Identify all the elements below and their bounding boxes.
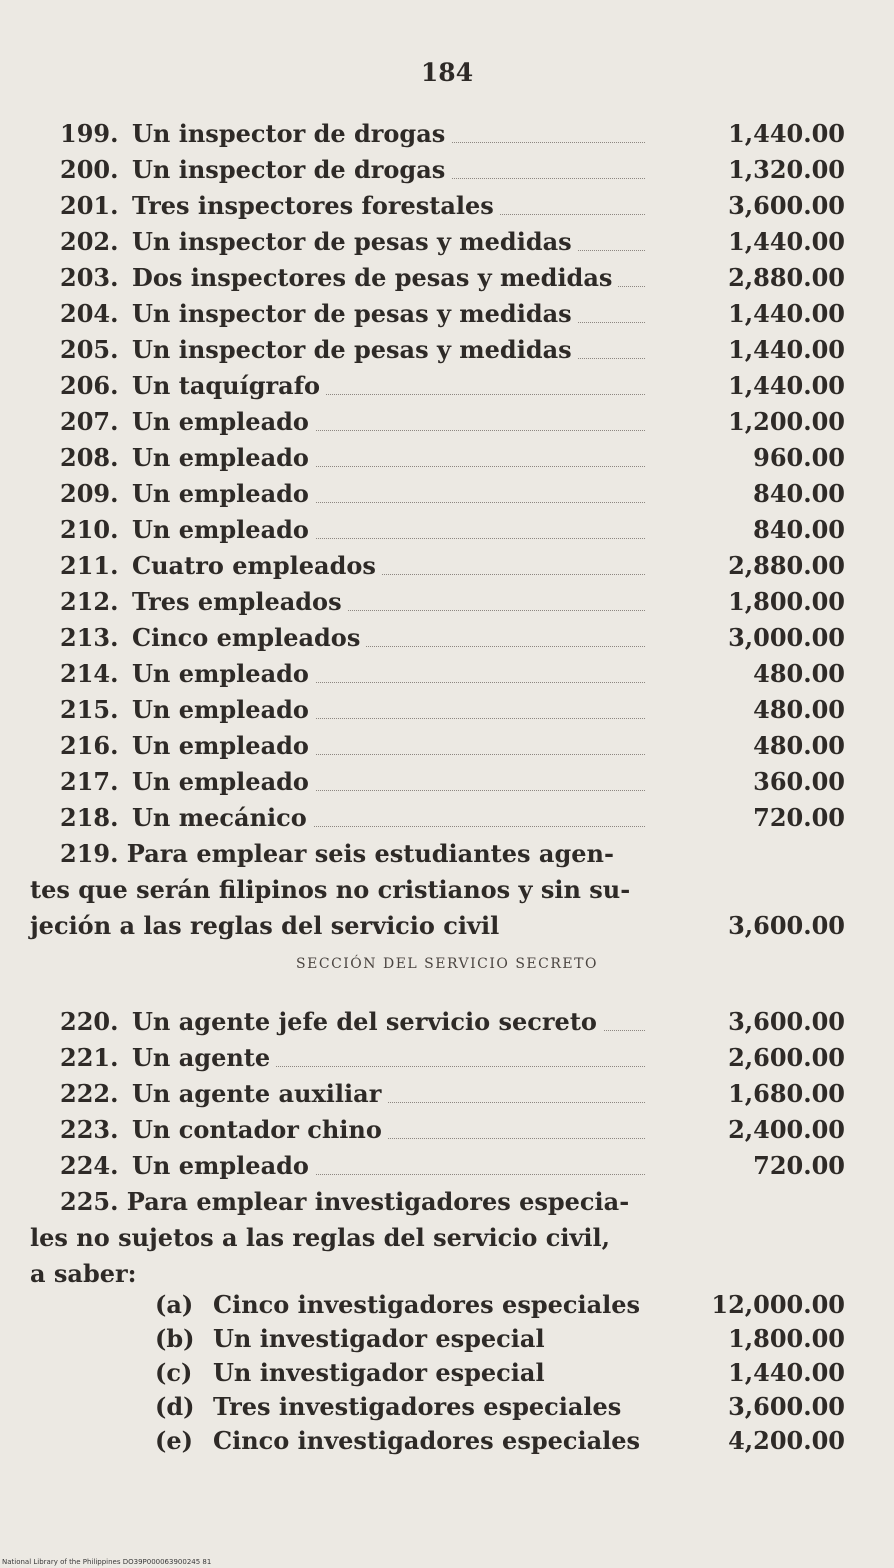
sub-list-item xyxy=(155,1424,845,1458)
item-text: Tres empleados xyxy=(132,584,348,620)
sub-item-amount: 12,000.00 xyxy=(711,1290,845,1319)
item-text: Un contador chino xyxy=(132,1112,388,1148)
sub-item-amount: 3,600.00 xyxy=(728,1392,845,1421)
sub-list-item xyxy=(155,1322,845,1356)
item-amount: 840.00 xyxy=(753,479,845,508)
list-item xyxy=(60,188,845,224)
item-225-paragraph xyxy=(30,1184,645,1292)
item-amount: 2,880.00 xyxy=(728,551,845,580)
item-number: 222. xyxy=(60,1076,132,1112)
item-number: 218. xyxy=(60,800,132,836)
list-item xyxy=(60,764,845,800)
item-text: Un agente xyxy=(132,1040,276,1076)
list-item xyxy=(60,1148,845,1184)
sub-item-amount: 1,800.00 xyxy=(728,1324,845,1353)
item-219-line: tes que serán filipinos no cristianos y sin su- xyxy=(30,875,631,904)
sub-item-text: Un investigador especial xyxy=(213,1324,545,1353)
item-number: 221. xyxy=(60,1040,132,1076)
list-item xyxy=(60,260,845,296)
item-text: Un empleado xyxy=(132,440,315,476)
sub-list-item xyxy=(155,1288,845,1322)
item-text: Un inspector de pesas y medidas xyxy=(132,224,578,260)
item-amount: 1,440.00 xyxy=(728,227,845,256)
item-number: 216. xyxy=(60,728,132,764)
list-item xyxy=(60,296,845,332)
item-number: 213. xyxy=(60,620,132,656)
item-number: 200. xyxy=(60,152,132,188)
list-item xyxy=(60,1112,845,1148)
item-number: 205. xyxy=(60,332,132,368)
sub-item-letter: (b) xyxy=(155,1324,195,1353)
item-amount: 1,800.00 xyxy=(728,587,845,616)
item-amount: 1,680.00 xyxy=(728,1079,845,1108)
list-item xyxy=(60,116,845,152)
item-amount: 1,440.00 xyxy=(728,335,845,364)
item-text: Un empleado xyxy=(132,692,315,728)
item-number: 206. xyxy=(60,368,132,404)
sub-item-amount: 4,200.00 xyxy=(728,1426,845,1455)
list-item xyxy=(60,620,845,656)
item-amount: 3,600.00 xyxy=(728,911,845,940)
sub-item-text: Un investigador especial xyxy=(213,1358,545,1387)
item-225-line: 225. Para emplear investigadores especia- xyxy=(60,1187,630,1216)
sub-item-text: Cinco investigadores especiales xyxy=(213,1290,641,1319)
item-219-amount-row xyxy=(60,908,845,944)
list-item xyxy=(60,1040,845,1076)
item-text: Cuatro empleados xyxy=(132,548,382,584)
item-amount: 2,400.00 xyxy=(728,1115,845,1144)
item-number: 224. xyxy=(60,1148,132,1184)
item-text: Un empleado xyxy=(132,728,315,764)
item-amount: 840.00 xyxy=(753,515,845,544)
item-number: 211. xyxy=(60,548,132,584)
item-number: 202. xyxy=(60,224,132,260)
item-amount: 480.00 xyxy=(753,695,845,724)
item-number: 217. xyxy=(60,764,132,800)
page-number: 184 xyxy=(420,58,474,87)
sub-list-item xyxy=(155,1390,845,1424)
sub-item-letter: (c) xyxy=(155,1358,193,1387)
sub-item-letter: (a) xyxy=(155,1290,194,1319)
item-text: Un inspector de pesas y medidas xyxy=(132,332,578,368)
list-item xyxy=(60,332,845,368)
item-text: Dos inspectores de pesas y medidas xyxy=(132,260,618,296)
item-text: Un inspector de pesas y medidas xyxy=(132,296,578,332)
item-text: Un inspector de drogas xyxy=(132,152,451,188)
sub-list-item xyxy=(155,1356,845,1390)
sub-item-text: Cinco investigadores especiales xyxy=(213,1426,641,1455)
item-amount: 3,600.00 xyxy=(728,1007,845,1036)
list-item xyxy=(60,224,845,260)
item-number: 223. xyxy=(60,1112,132,1148)
item-number: 199. xyxy=(60,116,132,152)
item-amount: 1,440.00 xyxy=(728,299,845,328)
list-item xyxy=(60,404,845,440)
item-225-line: a saber: xyxy=(30,1259,137,1288)
item-number: 215. xyxy=(60,692,132,728)
list-item xyxy=(60,1076,845,1112)
item-219-line: 219. Para emplear seis estudiantes agen- xyxy=(60,839,614,868)
item-number: 204. xyxy=(60,296,132,332)
item-number: 214. xyxy=(60,656,132,692)
sub-item-letter: (d) xyxy=(155,1392,195,1421)
item-amount: 480.00 xyxy=(753,659,845,688)
item-number: 210. xyxy=(60,512,132,548)
list-item xyxy=(60,800,845,836)
list-item xyxy=(60,476,845,512)
section-heading: SECCIÓN DEL SERVICIO SECRETO xyxy=(296,956,598,972)
list-item xyxy=(60,512,845,548)
sub-item-text: Tres investigadores especiales xyxy=(213,1392,622,1421)
item-amount: 2,600.00 xyxy=(728,1043,845,1072)
item-text: Un empleado xyxy=(132,512,315,548)
item-number: 209. xyxy=(60,476,132,512)
item-number: 201. xyxy=(60,188,132,224)
sub-item-letter: (e) xyxy=(155,1426,193,1455)
item-amount: 3,000.00 xyxy=(728,623,845,652)
item-number: 220. xyxy=(60,1004,132,1040)
item-amount: 1,320.00 xyxy=(728,155,845,184)
item-number: 212. xyxy=(60,584,132,620)
list-item xyxy=(60,548,845,584)
item-amount: 360.00 xyxy=(753,767,845,796)
item-text: Un empleado xyxy=(132,476,315,512)
item-text: Un empleado xyxy=(132,404,315,440)
item-amount: 480.00 xyxy=(753,731,845,760)
sub-item-amount: 1,440.00 xyxy=(728,1358,845,1387)
item-text: Un mecánico xyxy=(132,800,313,836)
item-text: Un inspector de drogas xyxy=(132,116,451,152)
item-amount: 1,200.00 xyxy=(728,407,845,436)
item-text: Un empleado xyxy=(132,656,315,692)
item-225-line: les no sujetos a las reglas del servicio civil, xyxy=(30,1223,610,1252)
list-item xyxy=(60,584,845,620)
item-number: 208. xyxy=(60,440,132,476)
item-text: Un agente jefe del servicio secreto xyxy=(132,1004,603,1040)
item-number: 207. xyxy=(60,404,132,440)
item-text: Un empleado xyxy=(132,1148,315,1184)
item-amount: 960.00 xyxy=(753,443,845,472)
list-item xyxy=(60,440,845,476)
footer-watermark: National Library of the Philippines DO39P000063900245 81 xyxy=(2,1558,212,1566)
item-text: Un taquígrafo xyxy=(132,368,326,404)
list-item xyxy=(60,368,845,404)
list-item xyxy=(60,692,845,728)
list-item xyxy=(60,152,845,188)
list-item xyxy=(60,728,845,764)
item-text: Cinco empleados xyxy=(132,620,366,656)
list-item xyxy=(60,1004,845,1040)
item-219-line: jeción a las reglas del servicio civil xyxy=(30,911,500,940)
item-amount: 720.00 xyxy=(753,1151,845,1180)
item-amount: 720.00 xyxy=(753,803,845,832)
item-text: Un agente auxiliar xyxy=(132,1076,387,1112)
item-text: Un empleado xyxy=(132,764,315,800)
item-amount: 3,600.00 xyxy=(728,191,845,220)
item-amount: 1,440.00 xyxy=(728,371,845,400)
item-amount: 2,880.00 xyxy=(728,263,845,292)
item-amount: 1,440.00 xyxy=(728,119,845,148)
item-number: 203. xyxy=(60,260,132,296)
item-text: Tres inspectores forestales xyxy=(132,188,500,224)
list-item xyxy=(60,656,845,692)
